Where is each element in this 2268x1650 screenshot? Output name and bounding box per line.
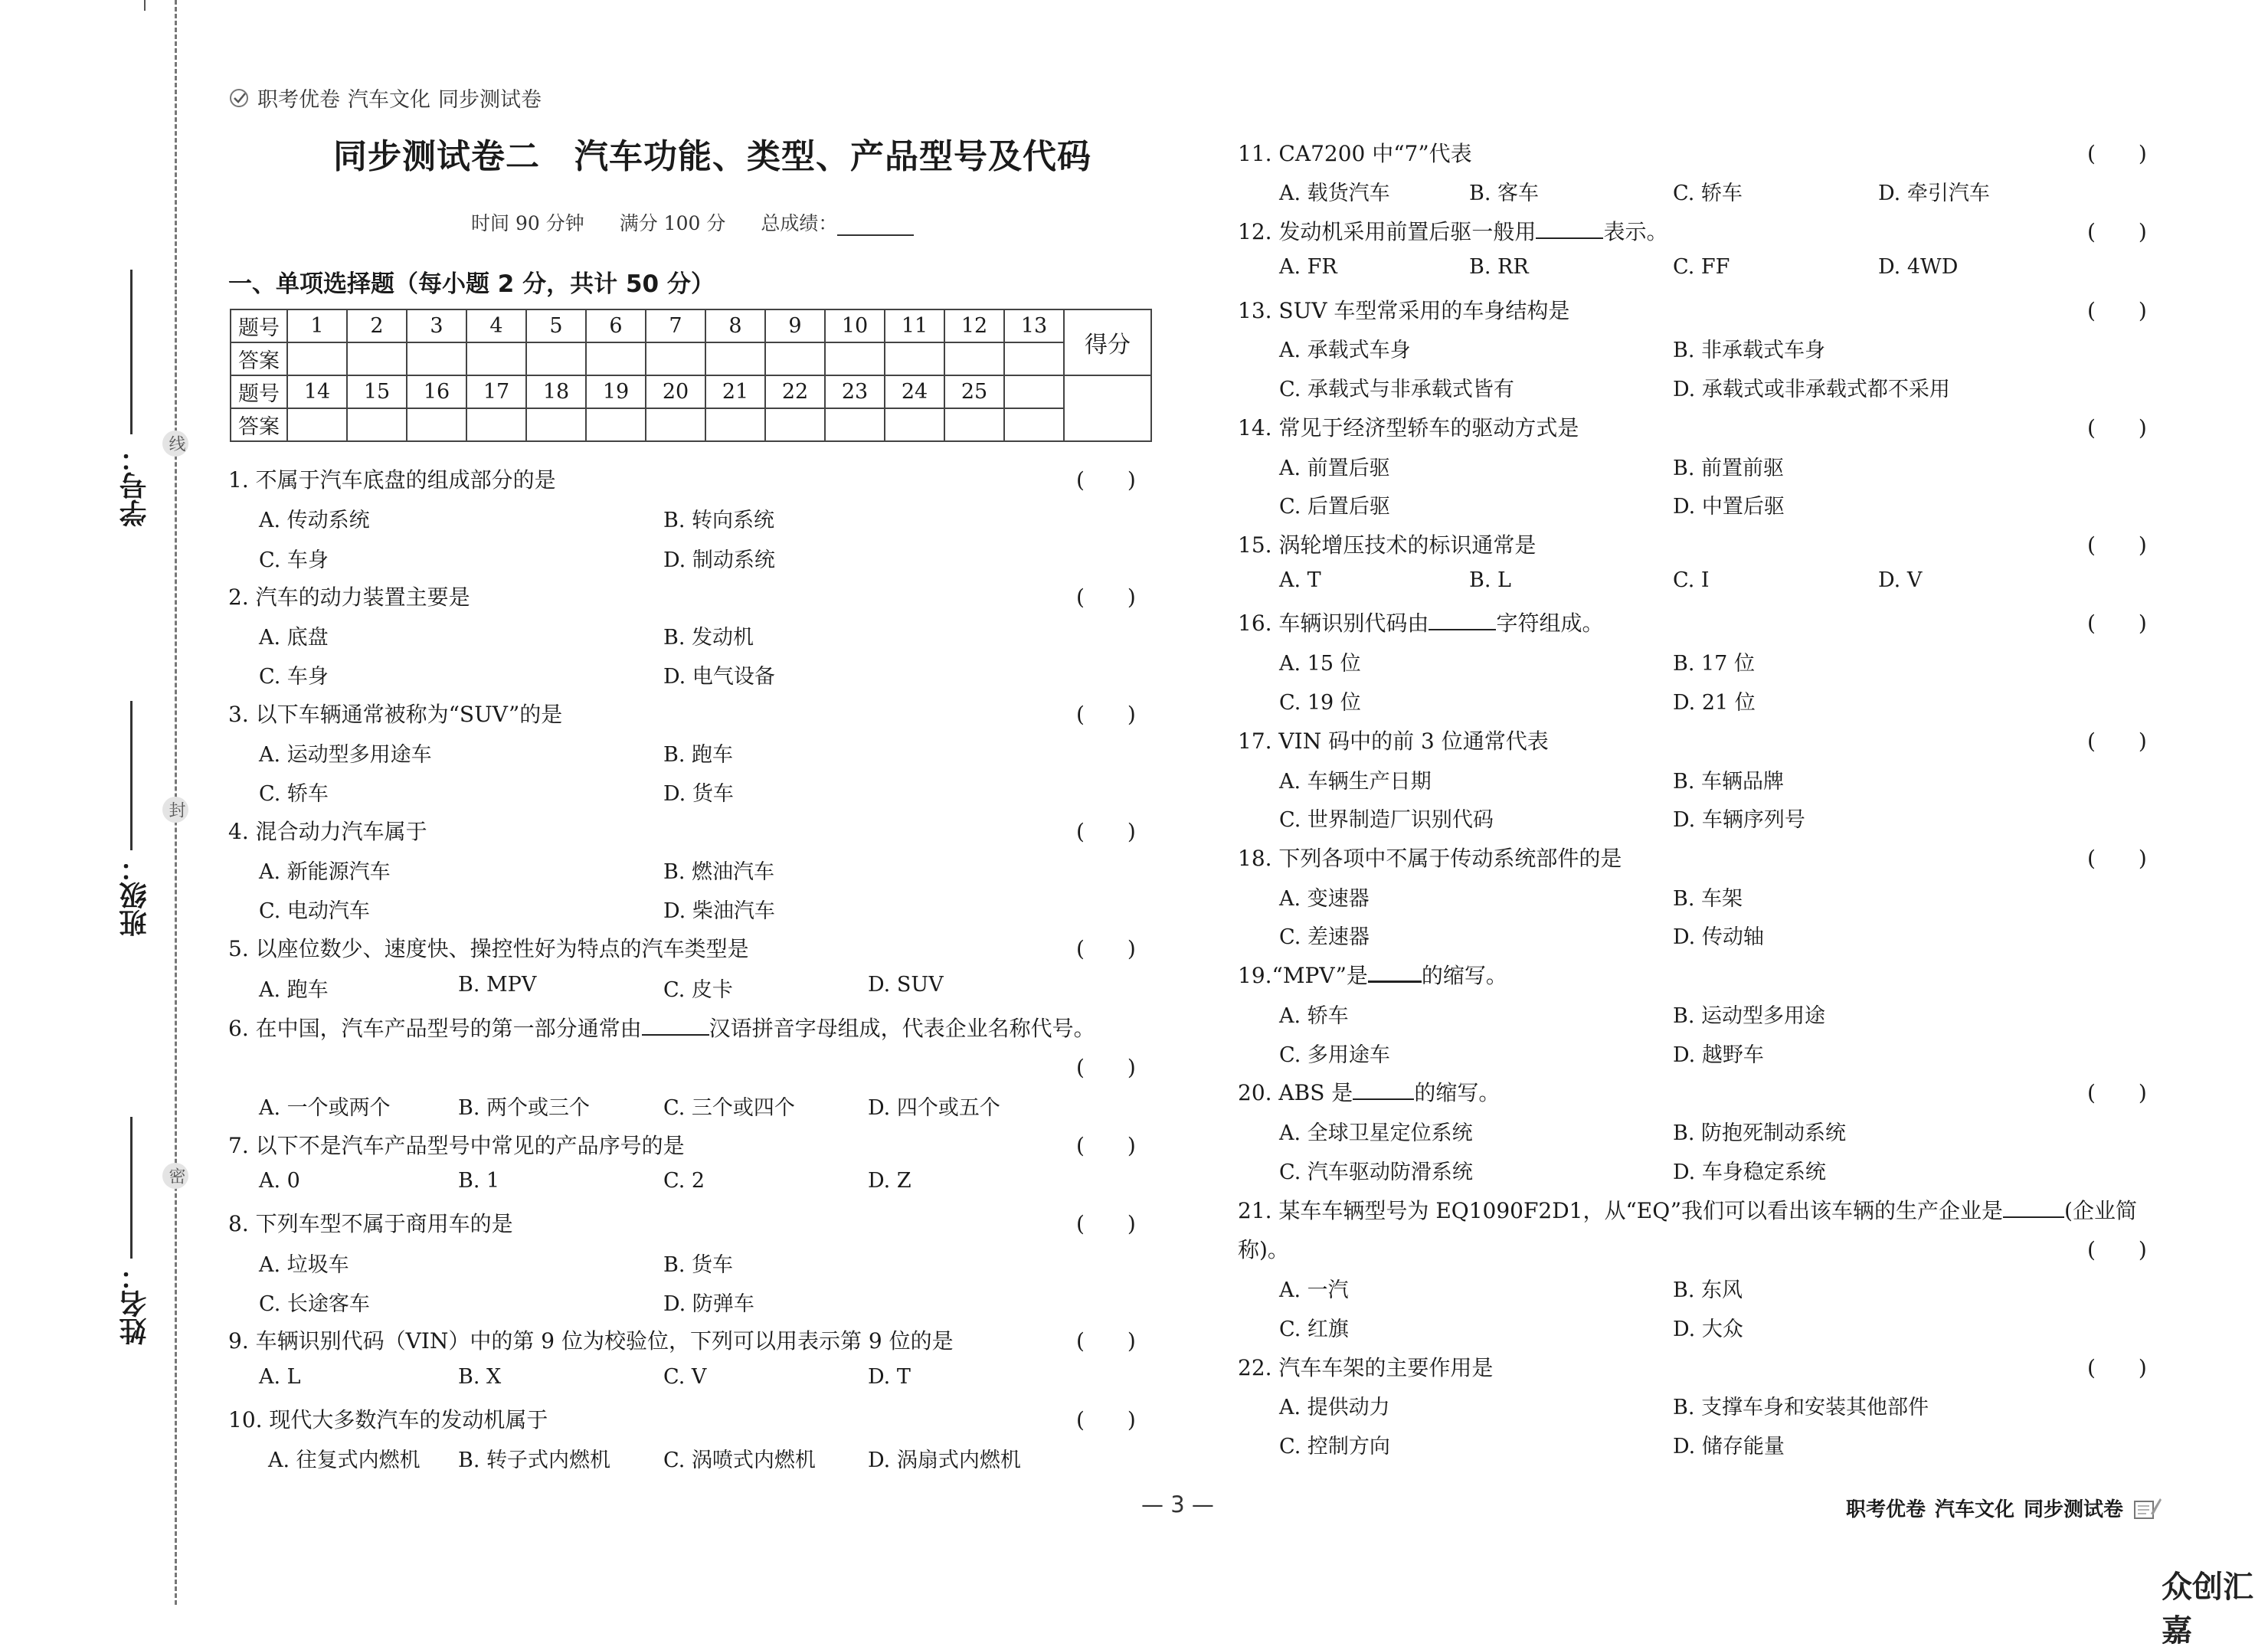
answer-bracket[interactable]: ( ): [1076, 702, 1136, 727]
question-number-cell: 6: [586, 309, 646, 342]
question-stem: 20. ABS 是 的缩写。: [1238, 1076, 1500, 1107]
question-number-cell: 4: [466, 309, 526, 342]
question-number-cell: 20: [646, 375, 705, 408]
answer-cell[interactable]: [825, 342, 885, 375]
option[interactable]: A. 底盘: [259, 626, 329, 650]
option[interactable]: D. 四个或五个: [868, 1096, 1000, 1120]
answer-bracket[interactable]: ( ): [1076, 819, 1136, 844]
option[interactable]: D. 车辆序列号: [1673, 808, 1805, 832]
answer-bracket[interactable]: ( ): [1076, 1407, 1136, 1432]
question-number-cell: 8: [705, 309, 765, 342]
option[interactable]: C. I: [1673, 568, 1710, 592]
option[interactable]: D. 柴油汽车: [663, 899, 775, 923]
exam-total-score: 总成绩：: [761, 208, 914, 236]
question-stem: 4. 混合动力汽车属于: [228, 819, 427, 844]
option[interactable]: C. 长途客车: [259, 1292, 370, 1316]
option[interactable]: B. X: [458, 1365, 502, 1389]
option[interactable]: A. 承载式车身: [1279, 339, 1411, 362]
option[interactable]: A. 一个或两个: [259, 1096, 391, 1120]
question-stem: 8. 下列车型不属于商用车的是: [228, 1211, 513, 1236]
option[interactable]: C. 汽车驱动防滑系统: [1279, 1161, 1473, 1184]
option[interactable]: D. 制动系统: [663, 548, 775, 572]
question-number-cell: 11: [885, 309, 944, 342]
option[interactable]: D. 21 位: [1673, 691, 1756, 715]
option[interactable]: A. T: [1279, 568, 1321, 592]
option[interactable]: B. 防抱死制动系统: [1673, 1121, 1847, 1145]
option[interactable]: B. MPV: [458, 973, 537, 997]
student-id-label: 学号：: [119, 444, 151, 527]
question-number-cell: 19: [586, 375, 646, 408]
question-number-cell: 2: [347, 309, 407, 342]
fill-blank[interactable]: [1429, 607, 1496, 630]
answer-bracket[interactable]: ( ): [2087, 298, 2147, 323]
answer-bracket[interactable]: ( ): [2087, 611, 2147, 636]
question-stem: 22. 汽车车架的主要作用是: [1238, 1355, 1494, 1380]
option[interactable]: C. V: [663, 1365, 707, 1389]
total-score-blank[interactable]: [837, 218, 914, 236]
answer-cell[interactable]: [765, 342, 825, 375]
question-stem: 3. 以下车辆通常被称为“SUV”的是: [228, 702, 563, 727]
option[interactable]: C. 车身: [259, 548, 329, 572]
option[interactable]: B. 货车: [663, 1253, 734, 1277]
option[interactable]: D. 储存能量: [1673, 1435, 1785, 1458]
question-number-cell: 9: [765, 309, 825, 342]
answer-cell[interactable]: [586, 342, 646, 375]
option[interactable]: A. 前置后驱: [1279, 457, 1390, 480]
class-label: 班级：: [119, 854, 151, 937]
option[interactable]: D. 货车: [663, 782, 734, 806]
option[interactable]: D. Z: [868, 1169, 911, 1193]
answer-table: [230, 309, 1152, 442]
question-number-cell: 3: [407, 309, 466, 342]
option[interactable]: B. 支撑车身和安装其他部件: [1673, 1396, 1929, 1419]
option[interactable]: C. 后置后驱: [1279, 495, 1390, 519]
question-stem: 5. 以座位数少、速度快、操控性好为特点的汽车类型是: [228, 936, 749, 961]
exam-meta: [471, 208, 914, 236]
option[interactable]: A. 全球卫星定位系统: [1279, 1121, 1473, 1145]
question-number-cell: 17: [466, 375, 526, 408]
answer-bracket[interactable]: ( ): [2087, 219, 2147, 244]
option[interactable]: A. 垃圾车: [259, 1253, 349, 1277]
exam-full-score: 满分 100 分: [619, 212, 726, 234]
notebook-pen-icon: [2132, 1495, 2163, 1521]
option[interactable]: A. 跑车: [259, 978, 329, 1002]
watermark-logo: 众创汇嘉: [2162, 1570, 2253, 1648]
answer-bracket[interactable]: ( ): [2087, 1237, 2147, 1262]
option[interactable]: D. 防弹车: [663, 1292, 754, 1316]
exam-time: 时间 90 分钟: [471, 212, 584, 234]
option[interactable]: C. 19 位: [1279, 691, 1361, 715]
top-series-header: [228, 83, 542, 113]
class-line[interactable]: [130, 701, 133, 850]
table-row: [231, 342, 1151, 375]
answer-cell[interactable]: [705, 408, 765, 441]
fill-blank[interactable]: [1536, 216, 1603, 239]
binding-mark-seal: 封: [162, 797, 188, 823]
option[interactable]: B. 转向系统: [663, 509, 775, 532]
header-series-name: 职考优卷: [257, 88, 340, 112]
answer-cell[interactable]: [287, 342, 347, 375]
answer-bracket[interactable]: ( ): [2087, 1355, 2147, 1380]
option[interactable]: C. 红旗: [1279, 1318, 1349, 1341]
option[interactable]: C. FF: [1673, 255, 1730, 279]
option[interactable]: A. 新能源汽车: [259, 860, 391, 884]
answer-cell[interactable]: [347, 342, 407, 375]
option[interactable]: B. 转子式内燃机: [458, 1449, 611, 1472]
question-number-cell: 13: [1004, 309, 1064, 342]
option[interactable]: D. 4WD: [1878, 255, 1959, 279]
option[interactable]: B. 车辆品牌: [1673, 770, 1785, 794]
question-number-cell: 1: [287, 309, 347, 342]
option[interactable]: C. 承载式与非承载式皆有: [1279, 378, 1514, 401]
question-number-cell: 24: [885, 375, 944, 408]
option[interactable]: B. 1: [458, 1169, 500, 1193]
question-stem: 16. 车辆识别代码由 字符组成。: [1238, 607, 1603, 637]
option[interactable]: B. 跑车: [663, 743, 734, 767]
option[interactable]: D. V: [1878, 568, 1923, 592]
question-stem: 13. SUV 车型常采用的车身结构是: [1238, 298, 1570, 323]
answer-cell[interactable]: [347, 408, 407, 441]
option[interactable]: D. SUV: [868, 973, 944, 997]
header-subject: 汽车文化: [348, 88, 430, 112]
answer-cell[interactable]: [407, 408, 466, 441]
question-number-cell: [1004, 375, 1064, 408]
option[interactable]: A. 运动型多用途车: [259, 743, 432, 767]
option[interactable]: C. 2: [663, 1169, 705, 1193]
answer-cell[interactable]: [586, 408, 646, 441]
option[interactable]: C. 电动汽车: [259, 899, 370, 923]
question-number-cell: 5: [526, 309, 586, 342]
option[interactable]: C. 控制方向: [1279, 1435, 1390, 1458]
page-number: — 3 —: [1141, 1491, 1214, 1517]
answer-bracket[interactable]: ( ): [2087, 415, 2147, 440]
answer-bracket[interactable]: ( ): [1076, 1055, 1136, 1080]
answer-cell[interactable]: [407, 342, 466, 375]
answer-cell[interactable]: [466, 408, 526, 441]
top-tick: [144, 0, 146, 11]
option[interactable]: A. 往复式内燃机: [268, 1449, 421, 1472]
question-stem: 1. 不属于汽车底盘的组成部分的是: [228, 467, 556, 493]
option[interactable]: D. 牵引汽车: [1878, 182, 1990, 205]
option[interactable]: A. 一汽: [1279, 1278, 1349, 1302]
answer-cell[interactable]: [944, 342, 1004, 375]
option[interactable]: B. 17 位: [1673, 652, 1755, 676]
answer-cell[interactable]: [765, 408, 825, 441]
option[interactable]: B. 车架: [1673, 887, 1743, 911]
student-id-line[interactable]: [130, 270, 133, 434]
answer-cell[interactable]: [944, 408, 1004, 441]
option[interactable]: D. T: [868, 1365, 911, 1389]
footer-series-name: 职考优卷: [1846, 1498, 1926, 1521]
answer-cell[interactable]: [526, 408, 586, 441]
answer-bracket[interactable]: ( ): [1076, 584, 1136, 610]
option[interactable]: A. L: [259, 1365, 301, 1389]
option[interactable]: B. 东风: [1673, 1278, 1743, 1302]
binding-mark-secret: 密: [162, 1163, 188, 1189]
option[interactable]: C. 轿车: [1673, 182, 1743, 205]
score-cell: 得分: [1064, 309, 1151, 375]
answer-cell[interactable]: [526, 342, 586, 375]
question-stem: 14. 常见于经济型轿车的驱动方式是: [1238, 415, 1579, 440]
option[interactable]: A. 0: [259, 1169, 300, 1193]
option[interactable]: D. 越野车: [1673, 1043, 1764, 1067]
answer-bracket[interactable]: ( ): [1076, 936, 1136, 961]
question-number-cell: 12: [944, 309, 1004, 342]
answer-bracket[interactable]: ( ): [1076, 1211, 1136, 1236]
option[interactable]: A. 传动系统: [259, 509, 370, 532]
question-stem: 18. 下列各项中不属于传动系统部件的是: [1238, 846, 1622, 871]
section-title: 一、单项选择题（每小题 2 分，共计 50 分）: [228, 270, 715, 298]
table-row: [231, 309, 1151, 342]
option[interactable]: A. 提供动力: [1279, 1396, 1390, 1419]
answer-cell[interactable]: [1004, 408, 1064, 441]
option[interactable]: C. 差速器: [1279, 925, 1370, 949]
option[interactable]: B. L: [1469, 568, 1511, 592]
table-header-cell: 题号: [231, 375, 287, 408]
fill-blank[interactable]: [2003, 1195, 2064, 1218]
option[interactable]: D. 大众: [1673, 1318, 1743, 1341]
answer-cell[interactable]: [885, 408, 944, 441]
question-number-cell: 23: [825, 375, 885, 408]
option[interactable]: D. 车身稳定系统: [1673, 1161, 1826, 1184]
option[interactable]: B. RR: [1469, 255, 1529, 279]
table-header-cell: 答案: [231, 408, 287, 441]
header-type: 同步测试卷: [438, 88, 542, 112]
option[interactable]: D. 传动轴: [1673, 925, 1764, 949]
answer-bracket[interactable]: ( ): [2087, 846, 2147, 871]
page-title: 同步测试卷二 汽车功能、类型、产品型号及代码: [333, 137, 1091, 176]
option[interactable]: A. 载货汽车: [1279, 182, 1390, 205]
option[interactable]: A. 轿车: [1279, 1004, 1349, 1028]
score-value-cell[interactable]: [1064, 375, 1151, 441]
option[interactable]: C. 多用途车: [1279, 1043, 1390, 1067]
table-row: [231, 375, 1151, 408]
table-header-cell: 答案: [231, 342, 287, 375]
question-stem: 2. 汽车的动力装置主要是: [228, 584, 470, 610]
question-number-cell: 14: [287, 375, 347, 408]
answer-cell[interactable]: [646, 342, 705, 375]
question-number-cell: 22: [765, 375, 825, 408]
question-stem-continued: 称)。: [1238, 1237, 1289, 1262]
answer-cell[interactable]: [287, 408, 347, 441]
footer-type: 同步测试卷: [2024, 1498, 2124, 1521]
check-badge-icon: [228, 87, 250, 109]
option[interactable]: B. 两个或三个: [458, 1096, 591, 1120]
option[interactable]: B. 发动机: [663, 626, 754, 650]
question-stem: 17. VIN 码中的前 3 位通常代表: [1238, 728, 1549, 754]
fill-blank[interactable]: [642, 1013, 709, 1036]
answer-cell[interactable]: [885, 342, 944, 375]
option[interactable]: A. 变速器: [1279, 887, 1370, 911]
question-stem: 9. 车辆识别代码（VIN）中的第 9 位为校验位，下列可以用表示第 9 位的是: [228, 1328, 954, 1354]
footer-subject: 汽车文化: [1935, 1498, 2015, 1521]
answer-cell[interactable]: [825, 408, 885, 441]
name-line[interactable]: [130, 1117, 133, 1259]
table-header-cell: 题号: [231, 309, 287, 342]
question-stem: 6. 在中国，汽车产品型号的第一部分通常由 汉语拼音字母组成，代表企业名称代号。: [228, 1012, 1095, 1043]
answer-bracket[interactable]: ( ): [2087, 532, 2147, 558]
binding-mark-line: 线: [162, 431, 188, 457]
option[interactable]: C. 涡喷式内燃机: [663, 1449, 816, 1472]
option[interactable]: D. 中置后驱: [1673, 495, 1785, 519]
question-stem: 11. CA7200 中“7”代表: [1238, 141, 1472, 166]
option[interactable]: C. 三个或四个: [663, 1096, 795, 1120]
question-stem: 15. 涡轮增压技术的标识通常是: [1238, 532, 1537, 558]
option[interactable]: B. 客车: [1469, 182, 1540, 205]
question-stem: 7. 以下不是汽车产品型号中常见的产品序号的是: [228, 1133, 685, 1158]
option[interactable]: B. 非承载式车身: [1673, 339, 1826, 362]
answer-bracket[interactable]: ( ): [2087, 1080, 2147, 1105]
answer-cell[interactable]: [646, 408, 705, 441]
question-number-cell: 10: [825, 309, 885, 342]
question-number-cell: 7: [646, 309, 705, 342]
question-number-cell: 15: [347, 375, 407, 408]
name-label: 姓名：: [119, 1262, 151, 1345]
question-stem: 21. 某车车辆型号为 EQ1090F2D1，从“EQ”我们可以看出该车辆的生产企业是 (企业简: [1238, 1194, 2137, 1225]
question-number-cell: 21: [705, 375, 765, 408]
option[interactable]: D. 承载式或非承载式都不采用: [1673, 378, 1950, 401]
fill-blank[interactable]: [1368, 959, 1422, 983]
option[interactable]: D. 涡扇式内燃机: [868, 1449, 1021, 1472]
answer-bracket[interactable]: ( ): [1076, 1133, 1136, 1158]
bottom-series-footer: [1846, 1494, 2163, 1522]
question-stem: 12. 发动机采用前置后驱一般用 表示。: [1238, 215, 1667, 246]
fill-blank[interactable]: [1353, 1077, 1414, 1100]
answer-bracket[interactable]: ( ): [2087, 141, 2147, 166]
option[interactable]: A. 车辆生产日期: [1279, 770, 1432, 794]
answer-bracket[interactable]: ( ): [1076, 1328, 1136, 1354]
answer-cell[interactable]: [705, 342, 765, 375]
table-row: [231, 408, 1151, 441]
answer-bracket[interactable]: ( ): [2087, 728, 2147, 754]
question-stem: 19.“MPV”是 的缩写。: [1238, 959, 1507, 990]
option[interactable]: B. 燃油汽车: [663, 860, 775, 884]
option[interactable]: C. 轿车: [259, 782, 329, 806]
question-number-cell: 25: [944, 375, 1004, 408]
question-stem: 10. 现代大多数汽车的发动机属于: [228, 1407, 548, 1432]
option[interactable]: B. 运动型多用途: [1673, 1004, 1826, 1028]
option[interactable]: C. 车身: [259, 665, 329, 689]
answer-cell[interactable]: [466, 342, 526, 375]
option[interactable]: C. 皮卡: [663, 978, 733, 1002]
question-number-cell: 18: [526, 375, 586, 408]
option[interactable]: B. 前置前驱: [1673, 457, 1785, 480]
option[interactable]: A. 15 位: [1279, 652, 1361, 676]
answer-bracket[interactable]: ( ): [1076, 467, 1136, 493]
answer-cell[interactable]: [1004, 342, 1064, 375]
option[interactable]: A. FR: [1279, 255, 1337, 279]
option[interactable]: C. 世界制造厂识别代码: [1279, 808, 1494, 832]
option[interactable]: D. 电气设备: [663, 665, 775, 689]
question-number-cell: 16: [407, 375, 466, 408]
